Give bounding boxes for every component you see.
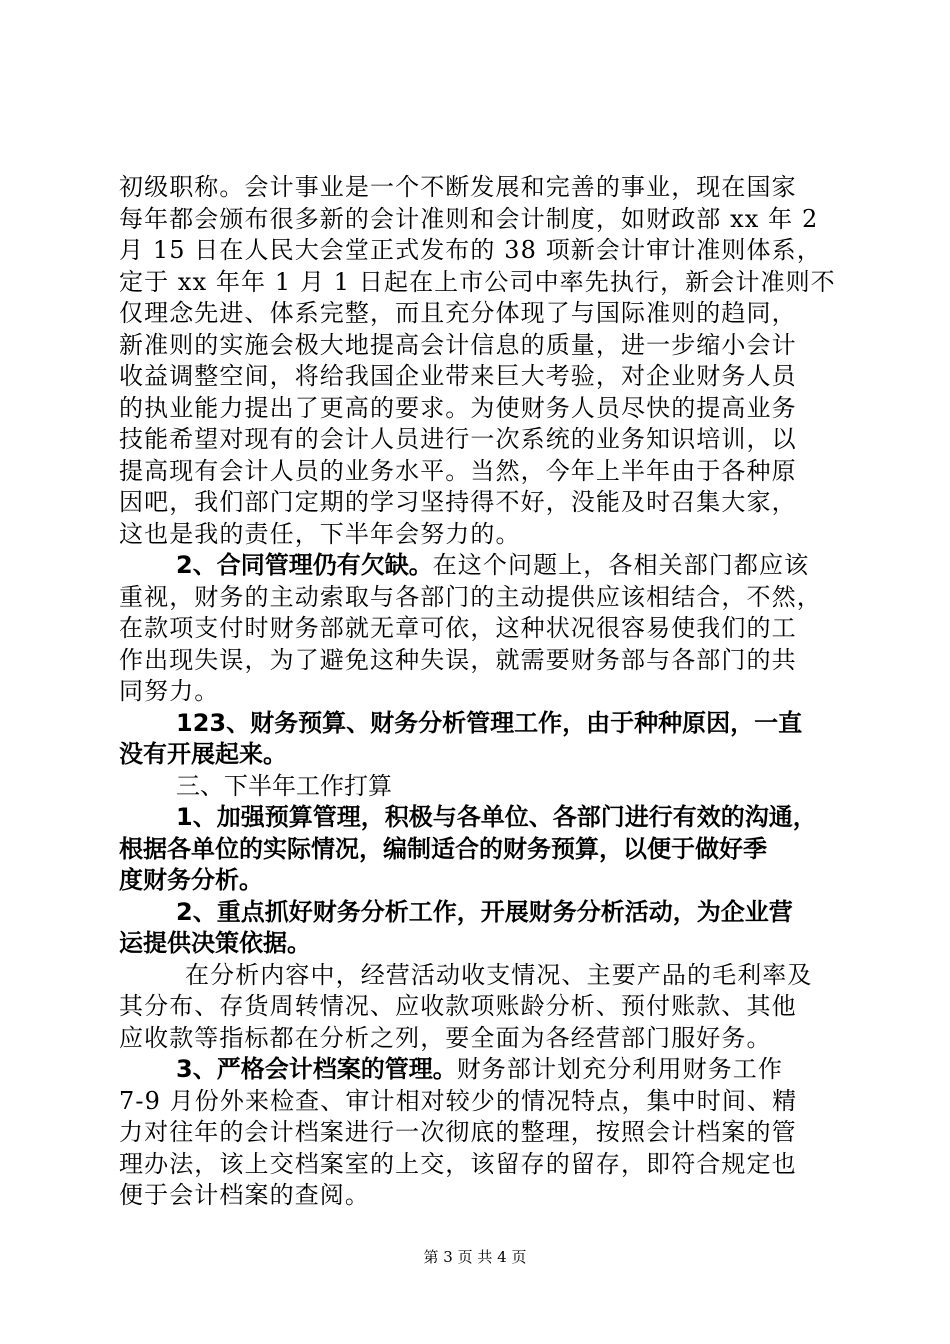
- plan1-line: 1、加强预算管理，积极与各单位、各部门进行有效的沟通，: [176, 803, 817, 831]
- document-body: [119, 172, 836, 1212]
- body-line: 重视，财务的主动索取与各部门的主动提供应该相结合，不然，: [119, 582, 822, 611]
- item2-heading: 2、合同管理仍有欠缺。: [176, 551, 433, 579]
- body-line: 理办法，该上交档案室的上交，该留存的留存，即符合规定也: [119, 1149, 797, 1178]
- body-line: 便于会计档案的查阅。: [119, 1181, 370, 1209]
- body-line: 的执业能力提出了更高的要求。为使财务人员尽快的提高业务: [119, 393, 797, 422]
- body-line: 定于 xx 年年 1 月 1 日起在上市公司中率先执行，新会计准则不: [119, 267, 836, 296]
- body-line: 新准则的实施会极大地提高会计信息的质量，进一步缩小会计: [119, 330, 797, 359]
- body-line: 技能希望对现有的会计人员进行一次系统的业务知识培训，以: [119, 425, 797, 453]
- item2-text: 在这个问题上，各相关部门都应该: [432, 551, 810, 579]
- body-line: 收益调整空间，将给我国企业带来巨大考验，对企业财务人员: [119, 362, 797, 390]
- body-line: 在款项支付时财务部就无章可依，这种状况很容易使我们的工: [119, 614, 797, 642]
- body-line: 作出现失误，为了避免这种失误，就需要财务部与各部门的共: [119, 645, 797, 674]
- body-line: 因吧，我们部门定期的学习坚持得不好，没能及时召集大家，: [119, 488, 797, 516]
- plan2-line: 2、重点抓好财务分析工作，开展财务分析活动，为企业营: [176, 897, 793, 926]
- body-line: 提高现有会计人员的业务水平。当然，今年上半年由于各种原: [119, 456, 797, 485]
- item123-line: 123、财务预算、财务分析管理工作，由于种种原因，一直: [176, 708, 803, 737]
- body-line: 月 15 日在人民大会堂正式发布的 38 项新会计审计准则体系，: [119, 236, 822, 264]
- body-line: 7-9 月份外来检查、审计相对较少的情况特点，集中时间、精: [119, 1086, 798, 1115]
- page-number-footer: 第 3 页 共 4 页: [423, 1248, 527, 1266]
- body-line: 每年都会颁布很多新的会计准则和会计制度，如财政部 xx 年 2: [119, 204, 819, 233]
- item123-line: 没有开展起来。: [119, 740, 287, 768]
- body-line: 仅理念先进、体系完整，而且充分体现了与国际准则的趋同，: [119, 299, 797, 327]
- body-line: 同努力。: [119, 677, 220, 705]
- analysis-line: 应收款等指标都在分析之列，要全面为各经营部门服好务。: [119, 1023, 772, 1052]
- section-heading: 三、下半年工作打算: [176, 771, 392, 800]
- plan3-first-line: [119, 1054, 833, 1086]
- plan3-text: 财务部计划充分利用财务工作: [456, 1055, 784, 1083]
- plan2-line: 运提供决策依据。: [119, 929, 311, 957]
- analysis-line: 其分布、存货周转情况、应收款项账龄分析、预付账款、其他: [119, 992, 797, 1020]
- body-line: 这也是我的责任，下半年会努力的。: [119, 519, 521, 548]
- plan1-line: 根据各单位的实际情况，编制适合的财务预算，以便于做好季: [119, 834, 767, 863]
- body-line: 力对往年的会计档案进行一次彻底的整理，按照会计档案的管: [119, 1118, 797, 1146]
- plan1-line: 度财务分析。: [119, 866, 263, 894]
- body-line: 初级职称。会计事业是一个不断发展和完善的事业，现在国家: [119, 173, 797, 201]
- analysis-line: 在分析内容中，经营活动收支情况、主要产品的毛利率及: [185, 960, 813, 989]
- plan3-heading: 3、严格会计档案的管理。: [176, 1055, 457, 1083]
- item2-first-line: [119, 550, 833, 582]
